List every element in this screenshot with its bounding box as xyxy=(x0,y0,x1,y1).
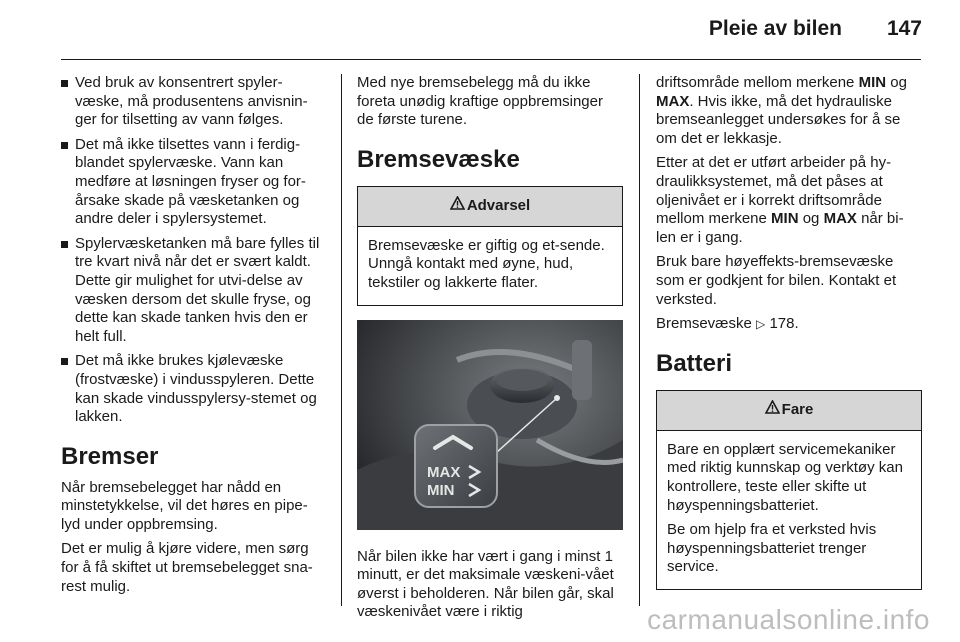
column-3 xyxy=(656,74,922,604)
photo-max-label: MAX xyxy=(427,463,461,481)
paragraph: Det er mulig å kjøre videre, men sørg for å få skiftet ut bremsebelegget sna-rest mulig. xyxy=(61,540,313,595)
page-reference-icon: ▷ xyxy=(756,317,766,332)
watermark: carmanualsonline.info xyxy=(647,604,930,635)
warning-text: Bremsevæske er giftig og et-sende. Unngå kontakt med øyne, hud, tekstiler og lakkerte flater. xyxy=(368,236,605,291)
paragraph: Med nye bremsebelegg må du ikke foreta unødig kraftige oppbremsinger de første turene. xyxy=(357,74,603,129)
bullet-item: Ved bruk av konsentrert spyler-væske, må produsentens anvisnin-ger for tilsetting av vann følges. xyxy=(61,74,325,130)
page-number: 147 xyxy=(886,17,922,40)
warning-triangle-icon xyxy=(450,196,465,216)
column-divider-1 xyxy=(341,74,342,606)
column-1 xyxy=(61,74,325,602)
section-title-batteri: Batteri xyxy=(656,349,733,377)
danger-title: Fare xyxy=(781,400,814,418)
brake-fluid-reservoir-photo xyxy=(357,320,623,530)
header-title: Pleie av bilen xyxy=(708,17,842,40)
page-header xyxy=(0,0,960,60)
column-divider-2 xyxy=(639,74,640,606)
bullet-item: Spylervæsketanken må bare fylles til tre kvart nivå når det er svært kaldt. Dette gir mulighet for utvi-delse av væsken dersom det skulle fryse, og dette kan skade tanken hvis den er helt full. xyxy=(61,235,325,347)
paragraph: Når bilen ikke har vært i gang i minst 1 minutt, er det maksimale væskeni-vået øverst i beholderen. Når bilen går, skal væskenivået være i riktig xyxy=(357,547,614,621)
warning-triangle-icon xyxy=(765,400,780,420)
paragraph: driftsområde mellom merkene MIN og MAX. Hvis ikke, må det hydrauliske bremseanlegget undersøkes for å se om det er lekkasje. xyxy=(656,74,907,147)
min-mark: MIN xyxy=(771,210,799,228)
paragraph: Etter at det er utført arbeider på hy-draulikksystemet, må det påses at oljenivået er i korrekt driftsområde mellom merkene MIN og MAX når bi-len er i gang. xyxy=(656,154,904,246)
max-mark: MAX xyxy=(823,210,857,228)
max-mark: MAX xyxy=(656,92,690,110)
paragraph: Bruk bare høyeffekts-bremsevæske som er godkjent for bilen. Kontakt et verksted. xyxy=(656,253,897,308)
warning-box-header xyxy=(358,187,622,227)
warning-title: Advarsel xyxy=(466,196,531,214)
column-2 xyxy=(357,74,623,628)
danger-box-header xyxy=(657,391,921,431)
min-mark: MIN xyxy=(858,74,887,91)
danger-text: Be om hjelp fra et verksted hvis høyspenningsbatteriet trenger service. xyxy=(667,521,877,576)
bullet-item: Det må ikke brukes kjølevæske (frostvæske) i vindusspyleren. Dette kan skade vindusspylersy-stemet og lakken. xyxy=(61,352,325,426)
section-title-bremser: Bremser xyxy=(61,442,159,470)
cross-reference: Bremsevæske ▷ 178. xyxy=(656,315,799,333)
bullet-item: Det må ikke tilsettes vann i ferdig-blandet spylervæske. Vann kan medføre at løsningen fryser og for-årsake skade på væsketanken og andre deler i spylersystemet. xyxy=(61,136,325,229)
danger-box xyxy=(656,390,922,590)
photo-min-label: MIN xyxy=(427,481,455,499)
paragraph: Når bremsebelegget har nådd en minstetykkelse, vil det høres en pipe-lyd under oppbremsing. xyxy=(61,478,308,533)
section-title-bremsevaeske: Bremsevæske xyxy=(357,145,520,173)
page-reference-link[interactable]: 178. xyxy=(769,315,799,333)
warning-box xyxy=(357,186,623,306)
header-rule xyxy=(61,59,921,60)
danger-text: Bare en opplært servicemekaniker med riktig kunnskap og verktøy kan kontrollere, teste eller skifte ut høyspenningsbatteriet. xyxy=(667,440,903,514)
